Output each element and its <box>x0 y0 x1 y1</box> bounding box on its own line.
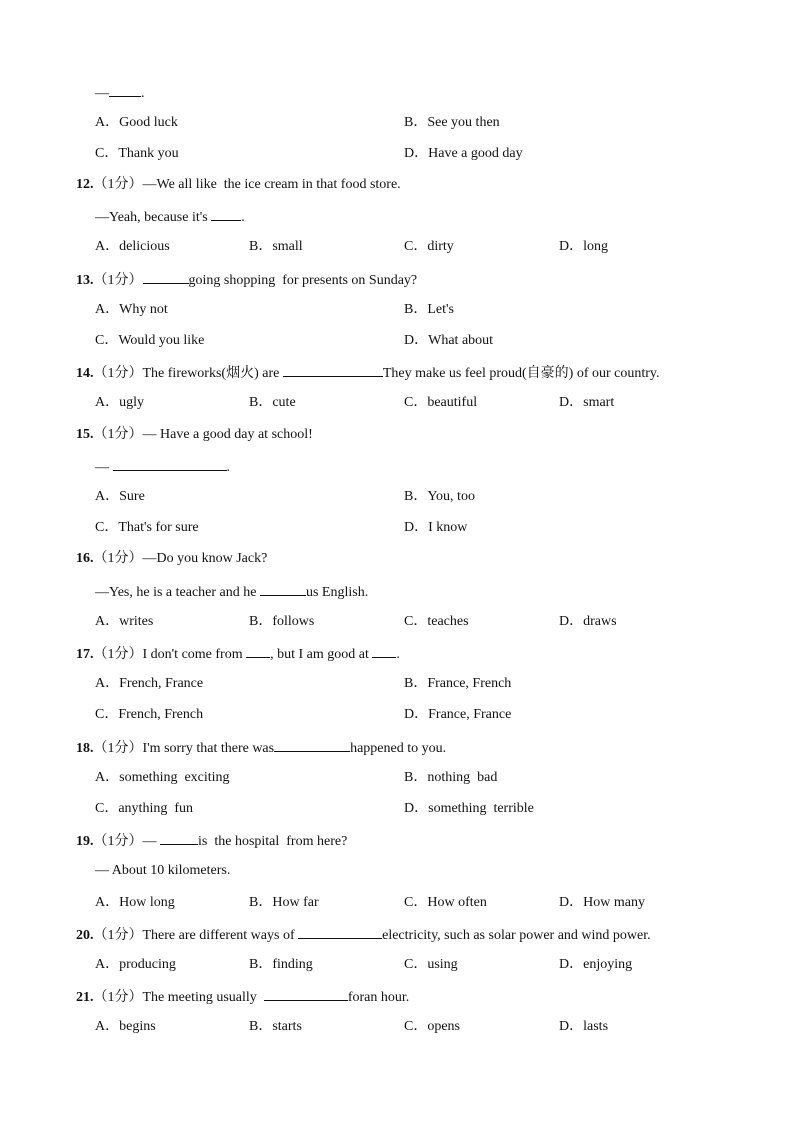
question-score: （1分） <box>93 177 143 192</box>
q14-option-a[interactable] <box>95 394 144 412</box>
option-letter: A． <box>95 676 120 691</box>
q20-stem <box>76 925 651 943</box>
option-letter: D． <box>559 239 584 254</box>
option-letter: A． <box>95 895 120 910</box>
option-letter: D． <box>559 957 584 972</box>
q17-option-a[interactable] <box>95 675 203 693</box>
q16-option-b[interactable] <box>249 613 314 631</box>
option-text: French, French <box>118 707 204 722</box>
option-letter: B． <box>404 302 428 317</box>
q12-option-a[interactable] <box>95 238 170 256</box>
answer-blank <box>274 738 350 752</box>
option-text: ugly <box>119 395 145 410</box>
q19-line2: — About 10 kilometers. <box>95 863 231 878</box>
question-number: 16. <box>76 551 94 566</box>
q19-option-a[interactable] <box>95 894 175 912</box>
q17-option-d[interactable] <box>404 706 511 724</box>
question-number: 15. <box>76 427 94 442</box>
question-text: They make us feel proud(自豪的) of our country. <box>382 366 660 381</box>
option-text: starts <box>272 1019 302 1034</box>
q15-option-c[interactable] <box>95 519 199 537</box>
question-text: I'm sorry that there was <box>142 741 275 756</box>
question-text: — Have a good day at school! <box>142 427 313 442</box>
option-text: enjoying <box>583 957 633 972</box>
option-text: Why not <box>119 302 168 317</box>
q12-stem <box>76 176 401 194</box>
q14-option-c[interactable] <box>404 394 477 412</box>
question-score: （1分） <box>93 990 143 1005</box>
option-text: cute <box>272 395 296 410</box>
q21-option-a[interactable] <box>95 1018 156 1036</box>
option-text: beautiful <box>427 395 478 410</box>
option-letter: A． <box>95 957 120 972</box>
question-number: 20. <box>76 928 94 943</box>
option-text: dirty <box>427 239 454 254</box>
option-letter: B． <box>249 957 273 972</box>
option-text: How long <box>119 895 175 910</box>
question-text: going shopping for presents on Sunday? <box>188 273 418 288</box>
option-text: That's for sure <box>118 520 199 535</box>
option-letter: A． <box>95 302 120 317</box>
option-text: something terrible <box>428 801 534 816</box>
option-letter: B． <box>404 770 428 785</box>
question-text: I don't come from <box>142 647 247 662</box>
question-number: 17. <box>76 647 94 662</box>
q12-option-b[interactable] <box>249 238 303 256</box>
option-letter: B． <box>249 239 273 254</box>
q11-option-c[interactable] <box>95 145 179 163</box>
q11-reply-prefix: — <box>95 86 109 101</box>
question-text: — <box>95 460 113 475</box>
option-letter: A． <box>95 115 120 130</box>
question-text: foran hour. <box>347 990 410 1005</box>
q18-option-d[interactable] <box>404 800 534 818</box>
option-text: lasts <box>583 1019 609 1034</box>
option-letter: A． <box>95 239 120 254</box>
question-number: 21. <box>76 990 94 1005</box>
q12-option-c[interactable] <box>404 238 454 256</box>
option-text: draws <box>583 614 617 629</box>
option-letter: C． <box>95 333 119 348</box>
question-text: The meeting usually <box>142 990 264 1005</box>
option-letter: C． <box>404 1019 428 1034</box>
option-text: producing <box>119 957 176 972</box>
question-text: electricity, such as solar power and wind power. <box>382 928 651 943</box>
option-text: How far <box>272 895 319 910</box>
option-letter: C． <box>404 957 428 972</box>
option-letter: C． <box>404 395 428 410</box>
option-text: nothing bad <box>427 770 498 785</box>
q19-stem <box>76 831 347 849</box>
q11-option-d[interactable] <box>404 145 523 163</box>
q21-option-c[interactable] <box>404 1018 460 1036</box>
option-letter: C． <box>95 520 119 535</box>
question-score: （1分） <box>93 647 143 662</box>
answer-blank <box>260 582 306 596</box>
answer-blank <box>113 457 227 471</box>
q17-option-b[interactable] <box>404 675 511 693</box>
q12-option-d[interactable] <box>559 238 608 256</box>
option-text: Thank you <box>118 146 179 161</box>
q14-stem <box>76 363 660 381</box>
q18-option-c[interactable] <box>95 800 193 818</box>
option-letter: D． <box>559 1019 584 1034</box>
option-text: anything fun <box>118 801 193 816</box>
question-number: 13. <box>76 273 94 288</box>
answer-blank <box>143 270 189 284</box>
option-letter: B． <box>404 489 428 504</box>
option-letter: B． <box>249 895 273 910</box>
question-score: （1分） <box>93 273 143 288</box>
q20-option-d[interactable] <box>559 956 632 974</box>
q14-option-b[interactable] <box>249 394 296 412</box>
question-text: is the hospital from here? <box>198 834 348 849</box>
option-letter: B． <box>249 1019 273 1034</box>
q11-reply-suffix: . <box>141 86 145 101</box>
question-text: — <box>142 834 160 849</box>
q20-option-c[interactable] <box>404 956 458 974</box>
q13-stem <box>76 270 417 288</box>
option-letter: D． <box>559 614 584 629</box>
q19-option-d[interactable] <box>559 894 645 912</box>
option-letter: B． <box>249 395 273 410</box>
option-text: long <box>583 239 609 254</box>
question-text: There are different ways of <box>142 928 299 943</box>
option-text: opens <box>427 1019 461 1034</box>
question-text: . <box>226 460 230 475</box>
q11-reply-line <box>95 83 145 101</box>
q13-option-b[interactable] <box>404 301 454 319</box>
q20-option-b[interactable] <box>249 956 313 974</box>
answer-blank <box>372 644 396 658</box>
q16-stem <box>76 550 267 568</box>
option-text: What about <box>428 333 494 348</box>
option-letter: B． <box>404 676 428 691</box>
option-letter: D． <box>559 895 584 910</box>
q21-option-b[interactable] <box>249 1018 302 1036</box>
question-score: （1分） <box>93 741 143 756</box>
option-letter: A． <box>95 489 120 504</box>
q16-option-d[interactable] <box>559 613 617 631</box>
option-text: See you then <box>427 115 500 130</box>
option-text: Have a good day <box>428 146 523 161</box>
option-text: finding <box>272 957 313 972</box>
option-letter: C． <box>404 239 428 254</box>
option-letter: C． <box>95 707 119 722</box>
q15-option-a[interactable] <box>95 488 145 506</box>
q16-option-c[interactable] <box>404 613 469 631</box>
option-letter: D． <box>404 520 429 535</box>
question-text: us English. <box>305 585 369 600</box>
option-text: follows <box>272 614 315 629</box>
question-text: . <box>396 647 400 662</box>
option-text: small <box>272 239 303 254</box>
q15-stem <box>76 426 313 444</box>
q20-option-a[interactable] <box>95 956 176 974</box>
option-letter: A． <box>95 395 120 410</box>
option-letter: C． <box>95 801 119 816</box>
question-number: 14. <box>76 366 94 381</box>
answer-blank <box>264 987 348 1001</box>
option-letter: D． <box>559 395 584 410</box>
question-text: , but I am good at <box>270 647 373 662</box>
option-text: French, France <box>119 676 204 691</box>
question-text: . <box>241 210 245 225</box>
q17-stem <box>76 644 400 662</box>
question-text: —Do you know Jack? <box>142 551 268 566</box>
option-letter: C． <box>404 614 428 629</box>
q13-option-c[interactable] <box>95 332 204 350</box>
option-letter: B． <box>249 614 273 629</box>
question-score: （1分） <box>93 834 143 849</box>
question-text: The fireworks(烟火) are <box>142 366 283 381</box>
option-letter: A． <box>95 614 120 629</box>
option-letter: D． <box>404 146 429 161</box>
q19-option-b[interactable] <box>249 894 319 912</box>
option-text: something exciting <box>119 770 230 785</box>
q15-option-d[interactable] <box>404 519 467 537</box>
option-letter: D． <box>404 333 429 348</box>
option-text: writes <box>119 614 154 629</box>
question-score: （1分） <box>93 928 143 943</box>
q18-option-a[interactable] <box>95 769 230 787</box>
option-text: Let's <box>427 302 454 317</box>
option-text: You, too <box>427 489 475 504</box>
option-letter: C． <box>404 895 428 910</box>
q17-option-c[interactable] <box>95 706 203 724</box>
q13-option-a[interactable] <box>95 301 168 319</box>
q11-option-b[interactable] <box>404 114 500 132</box>
q18-stem <box>76 738 446 756</box>
option-letter: B． <box>404 115 428 130</box>
option-text: France, French <box>427 676 512 691</box>
option-text: Good luck <box>119 115 178 130</box>
option-letter: C． <box>95 146 119 161</box>
q21-option-d[interactable] <box>559 1018 608 1036</box>
answer-blank <box>283 363 383 377</box>
option-text: Sure <box>119 489 145 504</box>
question-score: （1分） <box>93 366 143 381</box>
option-text: France, France <box>428 707 512 722</box>
option-letter: A． <box>95 770 120 785</box>
option-text: begins <box>119 1019 156 1034</box>
q15-line2 <box>95 457 230 475</box>
q16-line2 <box>95 582 368 600</box>
option-letter: D． <box>404 801 429 816</box>
q11-option-a[interactable] <box>95 114 178 132</box>
option-letter: D． <box>404 707 429 722</box>
question-number: 18. <box>76 741 94 756</box>
question-text: —Yeah, because it's <box>95 210 212 225</box>
answer-blank <box>298 925 382 939</box>
q12-line2 <box>95 207 245 225</box>
option-text: smart <box>583 395 615 410</box>
q19-option-c[interactable] <box>404 894 487 912</box>
option-letter: A． <box>95 1019 120 1034</box>
option-text: teaches <box>427 614 469 629</box>
answer-blank <box>211 207 241 221</box>
q13-option-d[interactable] <box>404 332 493 350</box>
q18-option-b[interactable] <box>404 769 497 787</box>
answer-blank <box>160 831 198 845</box>
answer-blank <box>246 644 270 658</box>
option-text: using <box>427 957 458 972</box>
option-text: How often <box>427 895 487 910</box>
option-text: Would you like <box>118 333 205 348</box>
option-text: I know <box>428 520 468 535</box>
q15-option-b[interactable] <box>404 488 475 506</box>
q14-option-d[interactable] <box>559 394 614 412</box>
question-score: （1分） <box>93 427 143 442</box>
question-number: 12. <box>76 177 94 192</box>
option-text: delicious <box>119 239 170 254</box>
q16-option-a[interactable] <box>95 613 153 631</box>
question-number: 19. <box>76 834 94 849</box>
question-text: —Yes, he is a teacher and he <box>95 585 260 600</box>
option-text: How many <box>583 895 645 910</box>
question-score: （1分） <box>93 551 143 566</box>
q21-stem <box>76 987 409 1005</box>
answer-blank <box>109 83 141 97</box>
question-text: —We all like the ice cream in that food store. <box>142 177 401 192</box>
question-text: happened to you. <box>350 741 447 756</box>
